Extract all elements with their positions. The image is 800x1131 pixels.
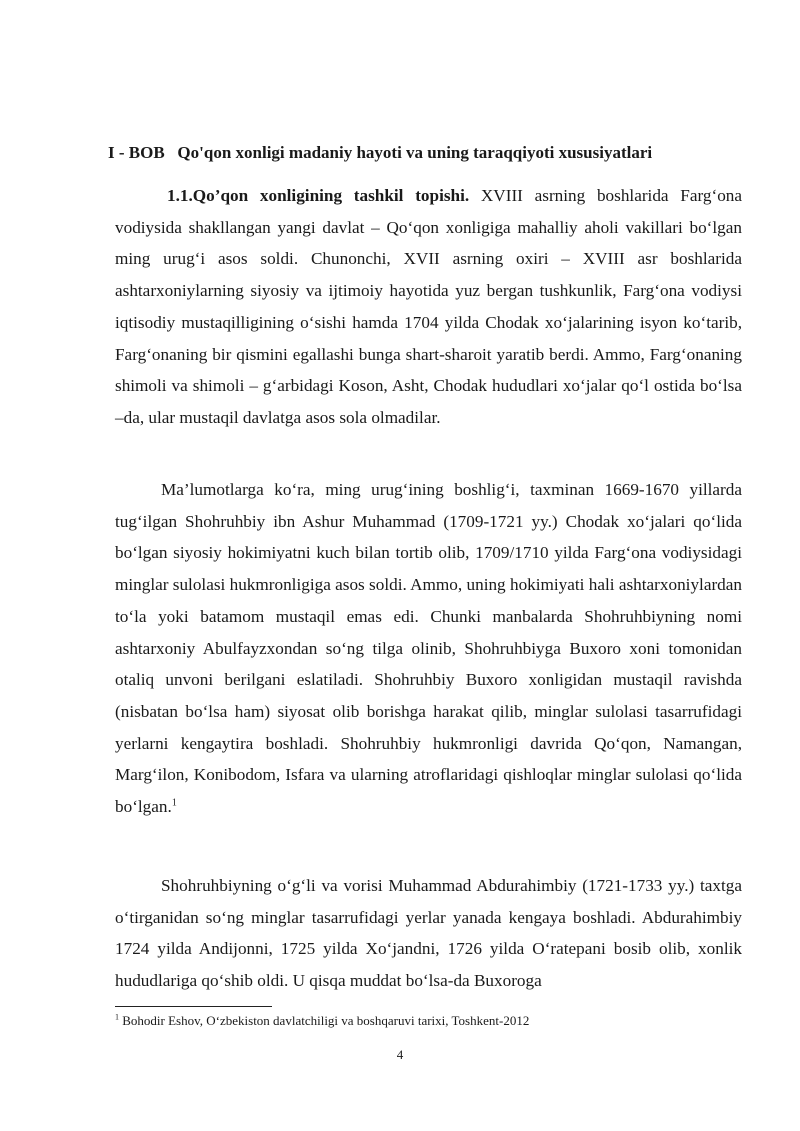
paragraph-2	[115, 474, 742, 823]
footnote	[115, 1013, 742, 1029]
paragraph-3	[115, 870, 742, 997]
section-title: 1.1.Qo’qon xonligining tashkil topishi.	[167, 186, 470, 205]
paragraph-1-text: XVIII asrning boshlarida Farg‘ona vodiysida shakllangan yangi davlat – Qo‘qon xonligiga mahalliy aholi vakillari bo‘lgan ming urug‘i asos soldi. Chunonchi, XVII asrning oxiri – XVIII asr boshlarida ashtarxoniylarning siyosiy va ijtimoiy hayotida yuz bergan tushkunlik, Farg‘ona vodiysi iqtisodiy mustaqilligining o‘sishi hamda 1704 yilda Chodak xo‘jalarining isyon ko‘tarib, Farg‘onaning bir qismini egallashi bunga shart-sharoit yaratib berdi. Ammo, Farg‘onaning shimoli va shimoli – g‘arbidagi Koson, Asht, Chodak hududlari xo‘jalar qo‘l ostida bo‘lsa –da, ular mustaqil davlatga asos sola olmadilar.	[115, 186, 743, 427]
footnote-text: Bohodir Eshov, O‘zbekiston davlatchiligi va boshqaruvi tarixi, Toshkent-2012	[119, 1013, 530, 1028]
chapter-heading: I - BOB Qo'qon xonligi madaniy hayoti va uning taraqqiyoti xususiyatlari	[108, 143, 653, 162]
paragraph-1	[115, 180, 742, 434]
footnote-divider	[115, 1006, 272, 1007]
paragraph-2-text: Ma’lumotlarga ko‘ra, ming urug‘ining boshlig‘i, taxminan 1669-1670 yillarda tug‘ilgan Shohruhbiy ibn Ashur Muhammad (1709-1721 yy.) Chodak xo‘jalari qo‘lida bo‘lgan siyosiy hokimiyatni kuch bilan tortib olib, 1709/1710 yilda Farg‘ona vodiysidagi minglar sulolasi hukmronligiga asos soldi. Ammo, uning hokimiyati hali ashtarxoniylardan to‘la yoki batamom mustaqil emas edi. Chunki manbalarda Shohruhbiyning nomi ashtarxoniy Abulfayzxondan so‘ng tilga olinib, Shohruhbiyga Buxoro xoni tomonidan otaliq unvoni berilgani eslatiladi. Shohruhbiy Buxoro xonligidan mustaqil ravishda (nisbatan bo‘lsa ham) siyosat olib borishga harakat qilib, minglar sulolasi tasarrufidagi yerlarni kengaytira boshladi. Shohruhbiy hukmronligi davrida Qo‘qon, Namangan, Marg‘ilon, Konibodom, Isfara va ularning atroflaridagi qishloqlar minglar sulolasi qo‘lida bo‘lgan.	[115, 480, 742, 817]
footnote-marker: 1	[115, 1012, 119, 1022]
footnote-reference[interactable]: 1	[171, 797, 177, 809]
paragraph-3-text: Shohruhbiyning o‘g‘li va vorisi Muhammad Abdurahimbiy (1721-1733 yy.) taxtga o‘tirganidan so‘ng minglar tasarrufidagi yerlar yanada kengaya boshladi. Abdurahimbiy 1724 yilda Andijonni, 1725 yilda Xo‘jandni, 1726 yilda O‘ratepani bosib olib, xonlik hududlariga qo‘shib oldi. U qisqa muddat bo‘lsa-da Buxoroga	[115, 876, 742, 991]
page-number: 4	[396, 1047, 404, 1062]
